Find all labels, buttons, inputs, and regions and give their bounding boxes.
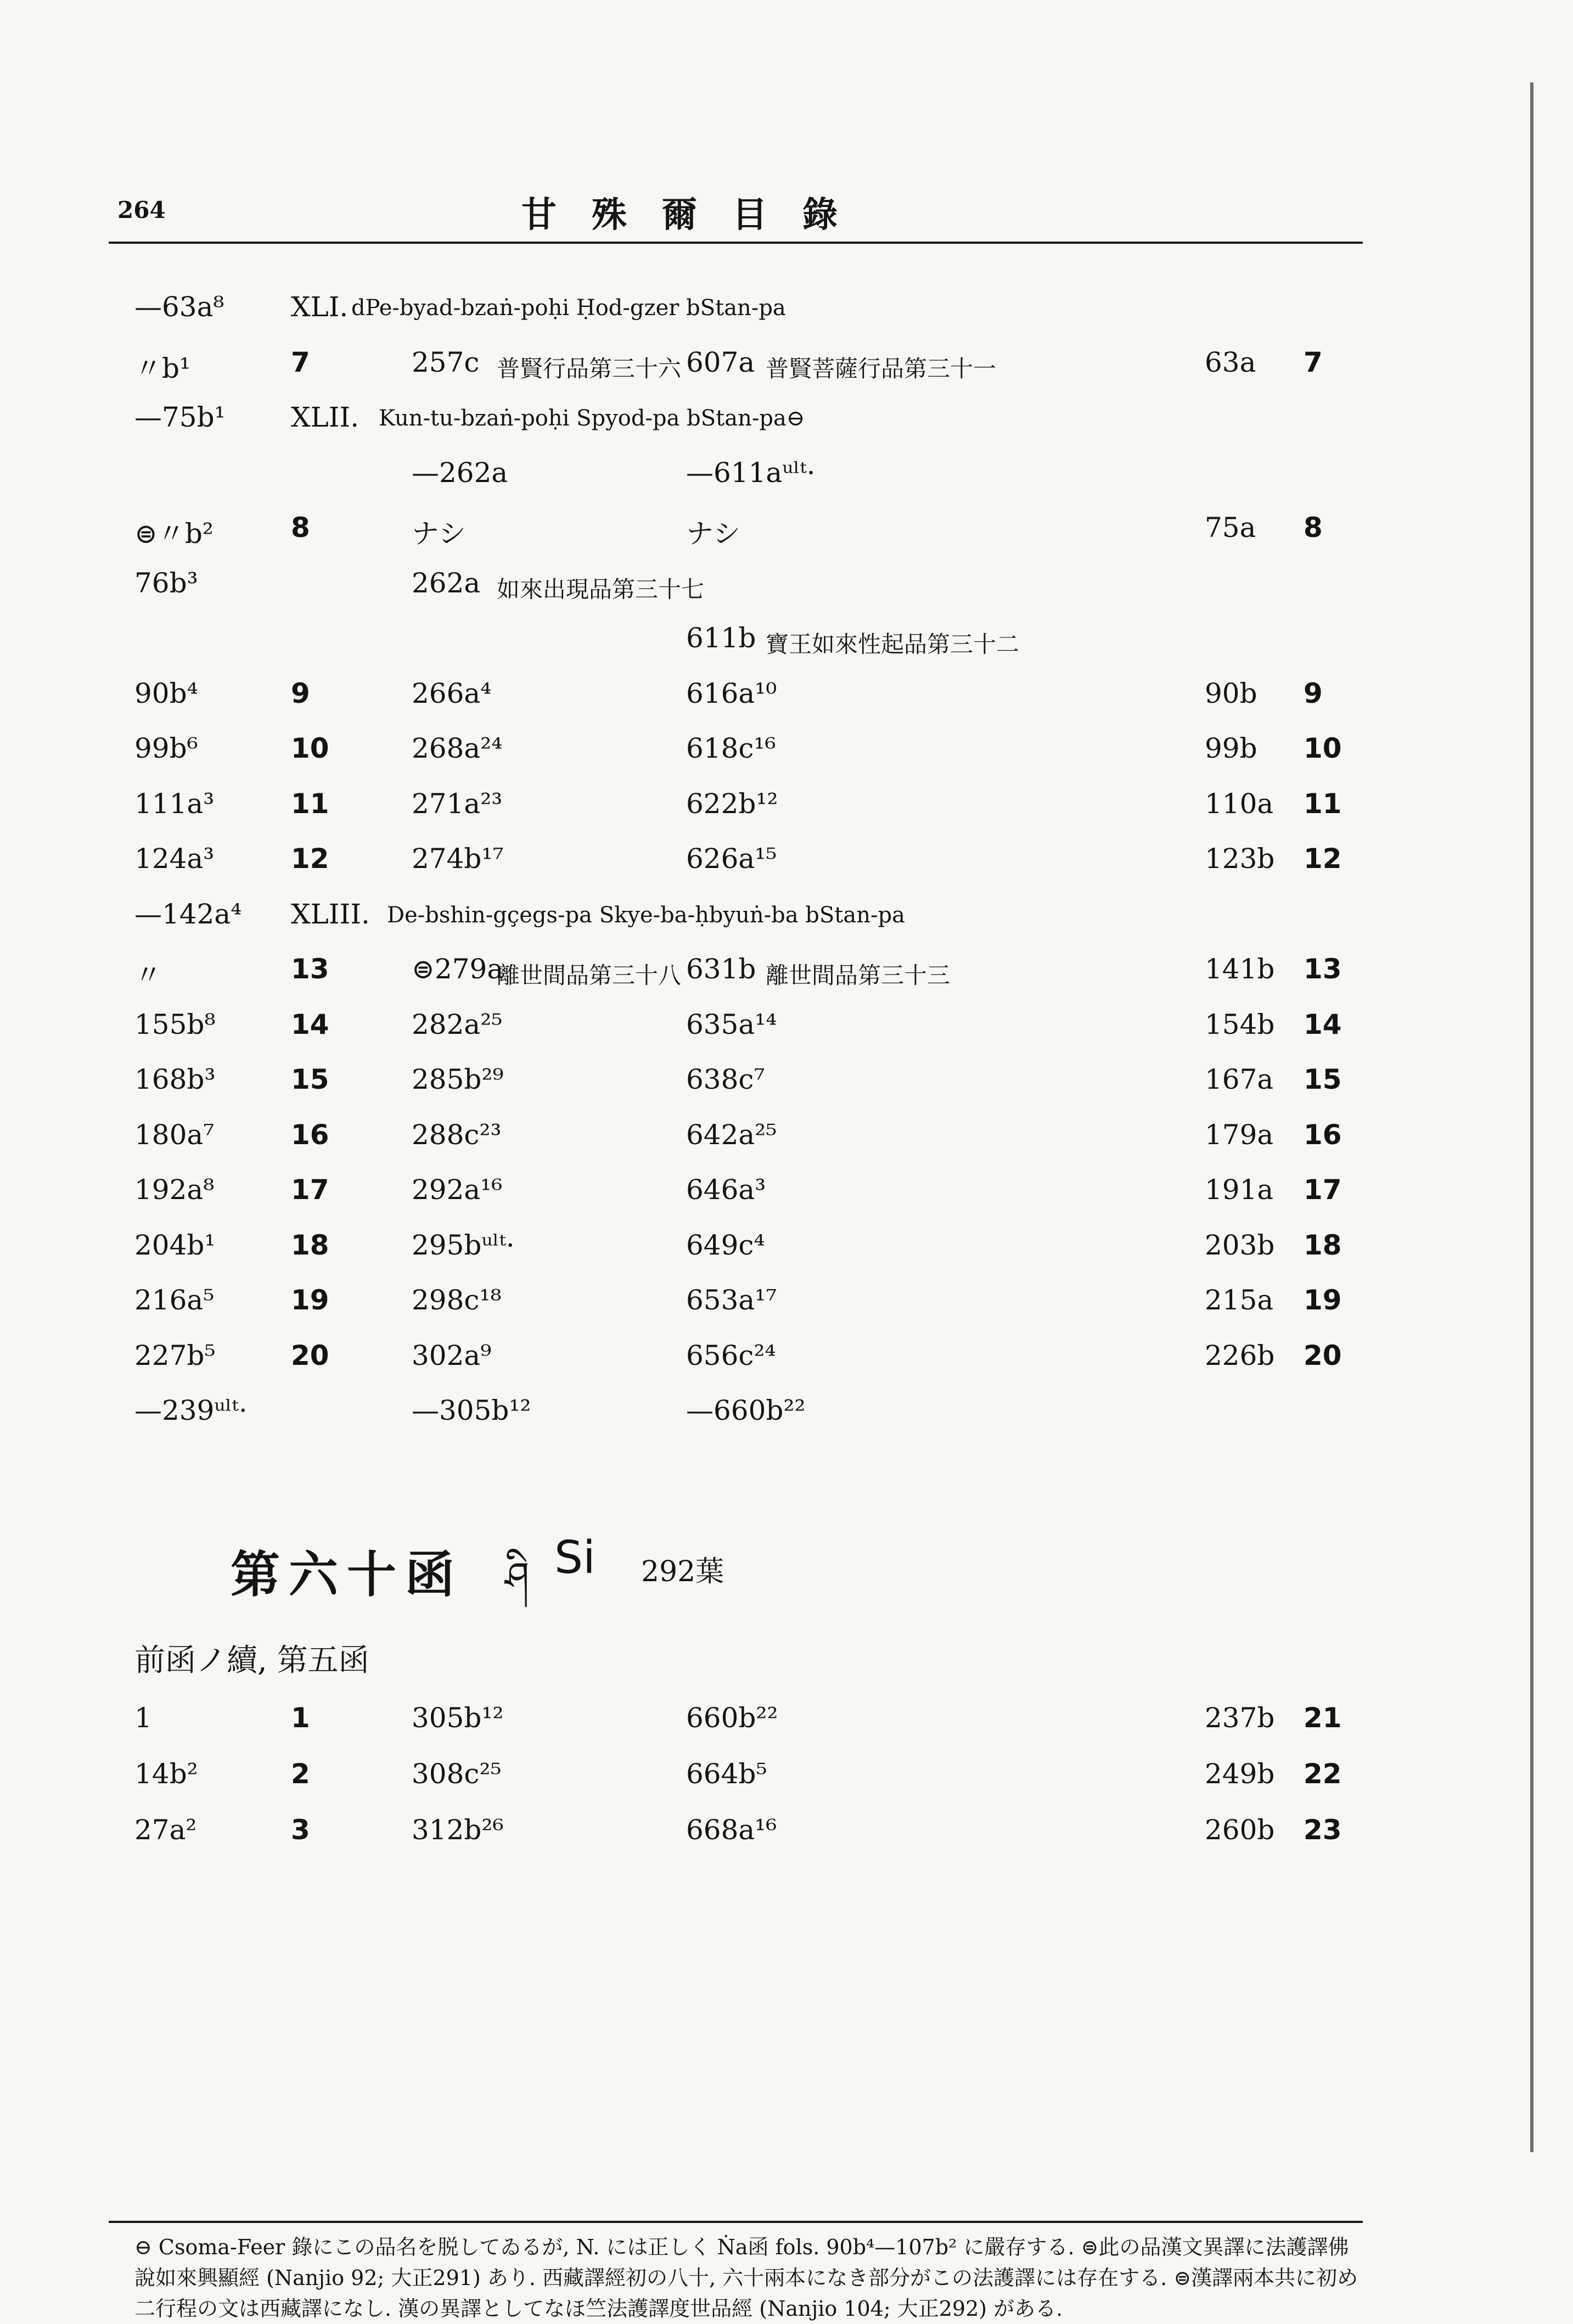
other-chapter: 14	[1304, 1008, 1342, 1040]
table-row	[0, 1229, 1573, 1273]
chapter-number: 12	[291, 843, 329, 875]
chapter-number: 8	[291, 512, 310, 544]
table-row	[0, 1814, 1573, 1858]
ref-folio: 168b³	[134, 1063, 216, 1095]
footnote-rule	[109, 2221, 1363, 2223]
table-row	[0, 677, 1573, 721]
running-title: 甘 殊 爾 目 錄	[521, 194, 838, 236]
ref-folio: 111a³	[134, 787, 215, 820]
table-row	[0, 953, 1573, 997]
ref-folio: 76b³	[134, 567, 198, 599]
other-folio: 63a	[1205, 346, 1256, 378]
table-row	[0, 512, 1573, 556]
table-row	[0, 567, 1573, 611]
ref-folio: —75b¹	[134, 401, 226, 433]
chinese-60-ref: 656c²⁴	[686, 1339, 776, 1371]
other-chapter: 17	[1304, 1174, 1342, 1206]
other-folio: 203b	[1205, 1229, 1275, 1261]
chapter-title-kanji: 如來出現品第三十七	[497, 575, 705, 603]
chapter-number: XLIII.	[291, 898, 370, 930]
other-folio: 110a	[1205, 787, 1274, 820]
chinese-60-ref: 649c⁴	[686, 1229, 765, 1261]
table-row	[0, 1119, 1573, 1163]
chinese-60-ref: 664b⁵	[686, 1758, 767, 1790]
table-row	[0, 1340, 1573, 1384]
chinese-80-ref: —305b¹²	[412, 1395, 531, 1426]
chinese-80-ref: 268a²⁴	[412, 732, 503, 764]
chapter-number: 7	[291, 346, 310, 378]
chinese-60-ref: 638c⁷	[686, 1063, 765, 1095]
other-chapter: 16	[1304, 1118, 1342, 1151]
chapter-number: XLI.	[291, 291, 349, 323]
other-chapter: 10	[1304, 732, 1342, 764]
chapter-number: 9	[291, 677, 310, 709]
chinese-80-ref: 288c²³	[412, 1118, 502, 1151]
ref-folio: 90b⁴	[134, 677, 198, 709]
table-row	[0, 1758, 1573, 1802]
other-chapter: 20	[1304, 1339, 1342, 1371]
chapter-title-kanji: 寶王如來性起品第三十二	[766, 631, 1020, 658]
chinese-80-ref: 305b¹²	[412, 1702, 504, 1734]
chinese-80-ref: 257c	[412, 346, 480, 378]
chapter-number: 19	[291, 1284, 329, 1316]
section-title: dPe-byad-bzaṅ-poḥi Ḥod-gzer bStan-pa	[351, 295, 786, 321]
ref-folio: 227b⁵	[134, 1339, 216, 1371]
ref-folio: —239ᵘˡᵗ·	[134, 1395, 248, 1426]
other-folio: 179a	[1205, 1118, 1274, 1151]
chapter-number: 2	[291, 1758, 310, 1790]
page-number: 264	[117, 197, 166, 223]
chinese-80-ref: 298c¹⁸	[412, 1284, 502, 1316]
other-chapter: 15	[1304, 1063, 1342, 1095]
chapter-number: 1	[291, 1702, 310, 1734]
chinese-60-ref: 626a¹⁵	[686, 843, 777, 875]
chinese-60-ref: 642a²⁵	[686, 1118, 777, 1151]
table-row	[0, 1395, 1573, 1438]
chapter-number: 10	[291, 732, 329, 764]
table-row	[0, 788, 1573, 832]
chinese-80-ref: 274b¹⁷	[412, 843, 504, 875]
chapter-number: 15	[291, 1063, 329, 1095]
ref-folio: 99b⁶	[134, 732, 198, 764]
table-row	[0, 401, 1573, 445]
chinese-80-ref: 266a⁴	[412, 677, 492, 709]
other-folio: 249b	[1205, 1758, 1275, 1790]
other-chapter: 8	[1304, 512, 1323, 544]
other-folio: 191a	[1205, 1174, 1274, 1206]
chapter-number: 14	[291, 1008, 329, 1040]
continuation-note: 前函ノ續, 第五函	[134, 1643, 369, 1678]
ref-folio: 180a⁷	[134, 1118, 215, 1151]
chinese-80-ref: 282a²⁵	[412, 1008, 503, 1040]
other-folio: 75a	[1205, 512, 1256, 544]
other-folio: 141b	[1205, 953, 1275, 985]
chinese-80-ref: 308c²⁵	[412, 1758, 502, 1790]
other-chapter: 13	[1304, 953, 1342, 985]
chinese-60-ref: 668a¹⁶	[686, 1814, 777, 1846]
table-row	[0, 291, 1573, 335]
header-rule	[109, 242, 1363, 244]
table-row	[0, 1009, 1573, 1052]
other-folio: 215a	[1205, 1284, 1274, 1316]
other-chapter: 9	[1304, 677, 1323, 709]
table-row	[0, 1284, 1573, 1328]
table-row	[0, 622, 1573, 666]
chinese-60-ref: —611aᵘˡᵗ·	[686, 456, 816, 489]
table-row	[0, 1063, 1573, 1107]
chapter-number: 17	[291, 1174, 329, 1206]
other-chapter: 22	[1304, 1758, 1342, 1790]
chapter-number: XLII.	[291, 401, 359, 433]
chinese-60-ref: 618c¹⁶	[686, 732, 776, 764]
chinese-60-ref: 660b²²	[686, 1702, 778, 1734]
ref-folio: 〃b¹	[134, 352, 191, 384]
volume-heading: 第六十函	[231, 1545, 463, 1604]
other-folio: 99b	[1205, 732, 1257, 764]
table-row	[0, 843, 1573, 887]
volume-letter: Si	[554, 1532, 596, 1584]
other-chapter: 23	[1304, 1814, 1342, 1846]
chinese-60-ref: 622b¹²	[686, 787, 778, 820]
ref-folio: 155b⁸	[134, 1008, 216, 1040]
other-chapter: 11	[1304, 787, 1342, 820]
chapter-title-kanji: 離世間品第三十三	[766, 962, 951, 989]
chapter-number: 18	[291, 1229, 329, 1261]
ref-folio: —142a⁴	[134, 898, 242, 930]
chapter-number: 16	[291, 1118, 329, 1151]
chinese-80-ref: —262a	[412, 456, 508, 489]
leaf-count: 292葉	[641, 1555, 724, 1588]
other-chapter: 12	[1304, 843, 1342, 875]
table-row	[0, 1174, 1573, 1218]
chapter-number: 11	[291, 787, 329, 820]
other-folio: 260b	[1205, 1814, 1275, 1846]
chinese-60-ref: 611b	[686, 622, 756, 654]
chinese-60-ref: 653a¹⁷	[686, 1284, 777, 1316]
chinese-80-ref: ⊜279a	[412, 953, 504, 985]
chapter-number: 20	[291, 1339, 329, 1371]
chinese-80-ref: 302a⁹	[412, 1339, 492, 1371]
chinese-60-ref: 635a¹⁴	[686, 1008, 777, 1040]
other-chapter: 21	[1304, 1702, 1342, 1734]
ref-folio: 14b²	[134, 1758, 198, 1790]
chinese-60-ref: 631b	[686, 953, 756, 985]
chapter-number: 3	[291, 1814, 310, 1846]
table-row	[0, 898, 1573, 942]
table-row	[0, 1702, 1573, 1746]
chinese-60-ref: 607a	[686, 346, 755, 378]
chinese-80-ref: 271a²³	[412, 787, 503, 820]
chinese-80-ref: ナシ	[412, 518, 466, 550]
ref-folio: 〃	[134, 959, 162, 991]
ref-folio: 27a²	[134, 1814, 197, 1846]
ref-folio: 204b¹	[134, 1229, 216, 1261]
chinese-80-ref: 312b²⁶	[412, 1814, 504, 1846]
ref-folio: —63a⁸	[134, 291, 224, 323]
chapter-number: 13	[291, 953, 329, 985]
ref-folio: ⊜〃b²	[134, 518, 214, 550]
table-row	[0, 346, 1573, 390]
other-folio: 90b	[1205, 677, 1257, 709]
ref-folio: 192a⁸	[134, 1174, 215, 1206]
chinese-80-ref: 285b²⁹	[412, 1063, 504, 1095]
other-folio: 123b	[1205, 843, 1275, 875]
ref-folio: 124a³	[134, 843, 215, 875]
other-chapter: 7	[1304, 346, 1323, 378]
other-folio: 237b	[1205, 1702, 1275, 1734]
section-title: Kun-tu-bzaṅ-poḥi Spyod-pa bStan-pa⊖	[379, 406, 805, 431]
other-folio: 226b	[1205, 1339, 1275, 1371]
chinese-60-ref: 616a¹⁰	[686, 677, 777, 709]
chapter-title-kanji: 普賢行品第三十六	[497, 355, 682, 382]
chinese-80-ref: 262a	[412, 567, 481, 599]
other-folio: 167a	[1205, 1063, 1274, 1095]
chinese-60-ref: ナシ	[686, 518, 740, 550]
chinese-80-ref: 295bᵘˡᵗ·	[412, 1229, 515, 1261]
section-title: De-bshin-gçegs-pa Skye-ba-ḥbyuṅ-ba bStan-pa	[387, 902, 905, 928]
table-row	[0, 457, 1573, 501]
other-chapter: 18	[1304, 1229, 1342, 1261]
ref-folio: 216a⁵	[134, 1284, 215, 1316]
page-edge-shadow	[1530, 82, 1533, 2152]
footnote: ⊖ Csoma-Feer 錄にこの品名を脱してゐるが, N. には正しく Ṅa函 fols. 90b⁴—107b² に嚴存する. ⊜此の品漢文異譯に法護譯佛說如來興顯經 (Nanjio 92; 大正291) あり. 西藏譯經初の八十, 六十兩本になき部分がこの法護譯には存在する. ⊜漢譯兩本共に初め二行程の文は西藏譯になし. 漢の異譯としてなほ竺法護譯度世品經 (Nanjio 104; 大正292) がある.	[134, 2235, 1358, 2321]
other-folio: 154b	[1205, 1008, 1275, 1040]
other-chapter: 19	[1304, 1284, 1342, 1316]
chinese-80-ref: 292a¹⁶	[412, 1174, 503, 1206]
chapter-title-kanji: 普賢菩薩行品第三十一	[766, 355, 997, 382]
ref-folio: 1	[134, 1702, 152, 1734]
tibetan-letter: ཤི	[505, 1554, 530, 1599]
chapter-title-kanji: 離世間品第三十八	[497, 962, 682, 989]
chinese-60-ref: —660b²²	[686, 1395, 806, 1426]
chinese-60-ref: 646a³	[686, 1174, 766, 1206]
table-row	[0, 732, 1573, 776]
